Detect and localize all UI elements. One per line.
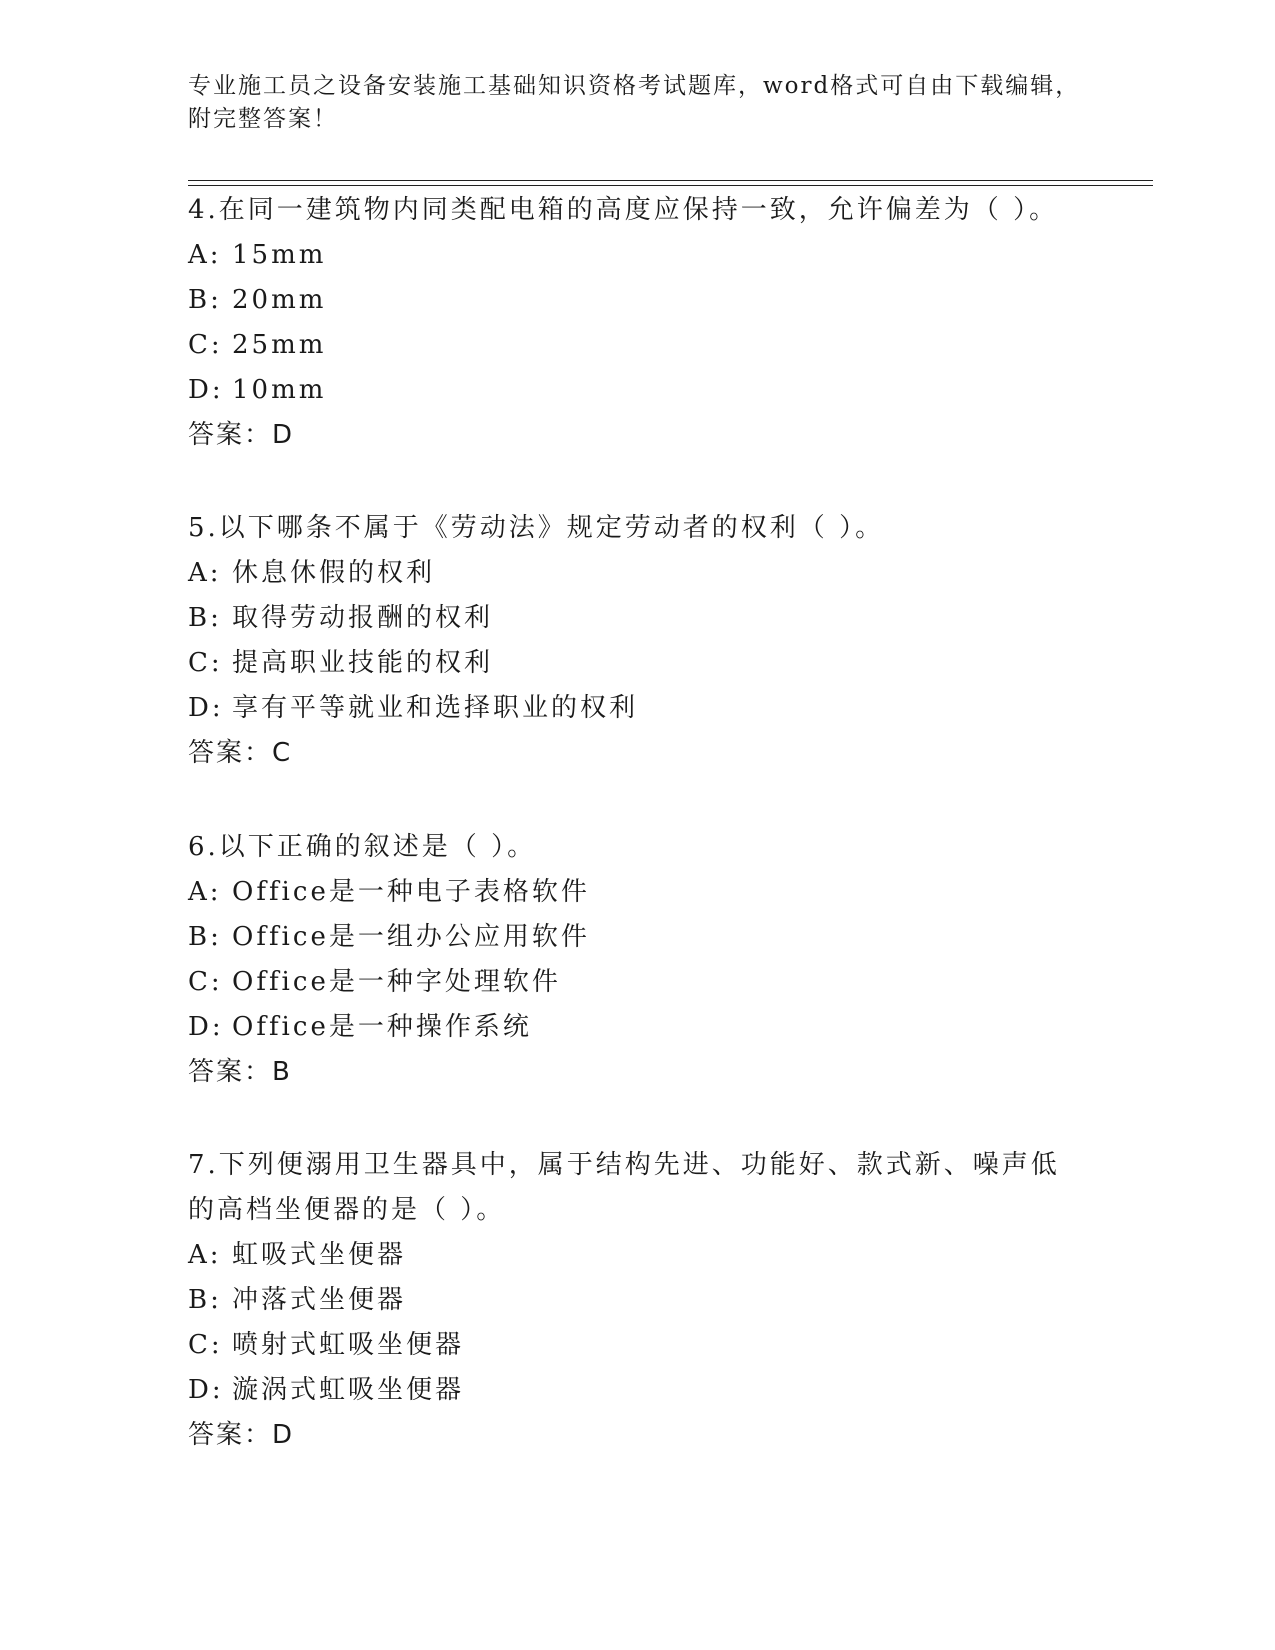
option-letter: B:: [188, 922, 222, 952]
option-text: 15mm: [232, 240, 327, 270]
option-letter: D:: [188, 1375, 224, 1405]
option-letter: A:: [188, 558, 222, 588]
option-letter: D:: [188, 1012, 224, 1042]
option-letter: C:: [188, 967, 223, 997]
option-text: Office是一种电子表格软件: [232, 877, 590, 907]
question-stem: 5.以下哪条不属于《劳动法》规定劳动者的权利（ ）。: [188, 513, 885, 543]
option-c: [188, 641, 1088, 686]
option-b: [188, 915, 1088, 960]
option-c: [188, 960, 1088, 1005]
option-c: [188, 1323, 1088, 1368]
option-text: 休息休假的权利: [232, 558, 436, 588]
document-header: [188, 70, 1088, 136]
option-text: Office是一种操作系统: [232, 1012, 532, 1042]
option-d: [188, 686, 1088, 731]
option-text: 享有平等就业和选择职业的权利: [232, 693, 639, 723]
option-text: 漩涡式虹吸坐便器: [232, 1375, 465, 1405]
option-letter: D:: [188, 693, 224, 723]
question-5: [188, 506, 1088, 776]
question-7: [188, 1143, 1088, 1458]
option-d: [188, 1368, 1088, 1413]
option-b: [188, 1278, 1088, 1323]
option-text: 冲落式坐便器: [232, 1285, 407, 1315]
option-text: 取得劳动报酬的权利: [232, 603, 494, 633]
option-text: 虹吸式坐便器: [232, 1240, 407, 1270]
option-text: 提高职业技能的权利: [232, 648, 494, 678]
option-a: [188, 551, 1088, 596]
option-letter: D:: [188, 375, 224, 405]
option-letter: A:: [188, 877, 222, 907]
question-4: [188, 188, 1088, 458]
option-letter: C:: [188, 1330, 223, 1360]
question-stem: 6.以下正确的叙述是（ ）。: [188, 832, 537, 862]
option-d: [188, 368, 1088, 413]
header-line-2: 附完整答案！: [188, 106, 338, 132]
answer-line: 答案：D: [188, 420, 295, 450]
option-text: Office是一种字处理软件: [232, 967, 561, 997]
option-letter: C:: [188, 330, 223, 360]
option-letter: B:: [188, 1285, 222, 1315]
option-letter: B:: [188, 603, 222, 633]
option-a: [188, 870, 1088, 915]
option-d: [188, 1005, 1088, 1050]
header-divider-bottom: [188, 185, 1153, 186]
option-text: 10mm: [232, 375, 327, 405]
header-divider-top: [188, 180, 1153, 181]
option-a: [188, 1233, 1088, 1278]
option-text: 喷射式虹吸坐便器: [232, 1330, 465, 1360]
option-letter: A:: [188, 240, 222, 270]
option-text: 25mm: [232, 330, 327, 360]
answer-line: 答案：B: [188, 1057, 292, 1087]
header-line-1: 专业施工员之设备安装施工基础知识资格考试题库，word格式可自由下载编辑，: [188, 73, 1081, 99]
option-b: [188, 596, 1088, 641]
answer-line: 答案：D: [188, 1420, 295, 1450]
option-text: Office是一组办公应用软件: [232, 922, 590, 952]
question-stem-line-1: 7.下列便溺用卫生器具中，属于结构先进、功能好、款式新、噪声低: [188, 1150, 1060, 1180]
option-b: [188, 278, 1088, 323]
option-letter: C:: [188, 648, 223, 678]
option-a: [188, 233, 1088, 278]
question-6: [188, 825, 1088, 1095]
answer-line: 答案：C: [188, 738, 293, 768]
option-letter: A:: [188, 1240, 222, 1270]
question-stem: 4.在同一建筑物内同类配电箱的高度应保持一致，允许偏差为（ ）。: [188, 195, 1059, 225]
option-text: 20mm: [232, 285, 327, 315]
option-c: [188, 323, 1088, 368]
option-letter: B:: [188, 285, 222, 315]
question-stem-line-2: 的高档坐便器的是（ ）。: [188, 1195, 506, 1225]
